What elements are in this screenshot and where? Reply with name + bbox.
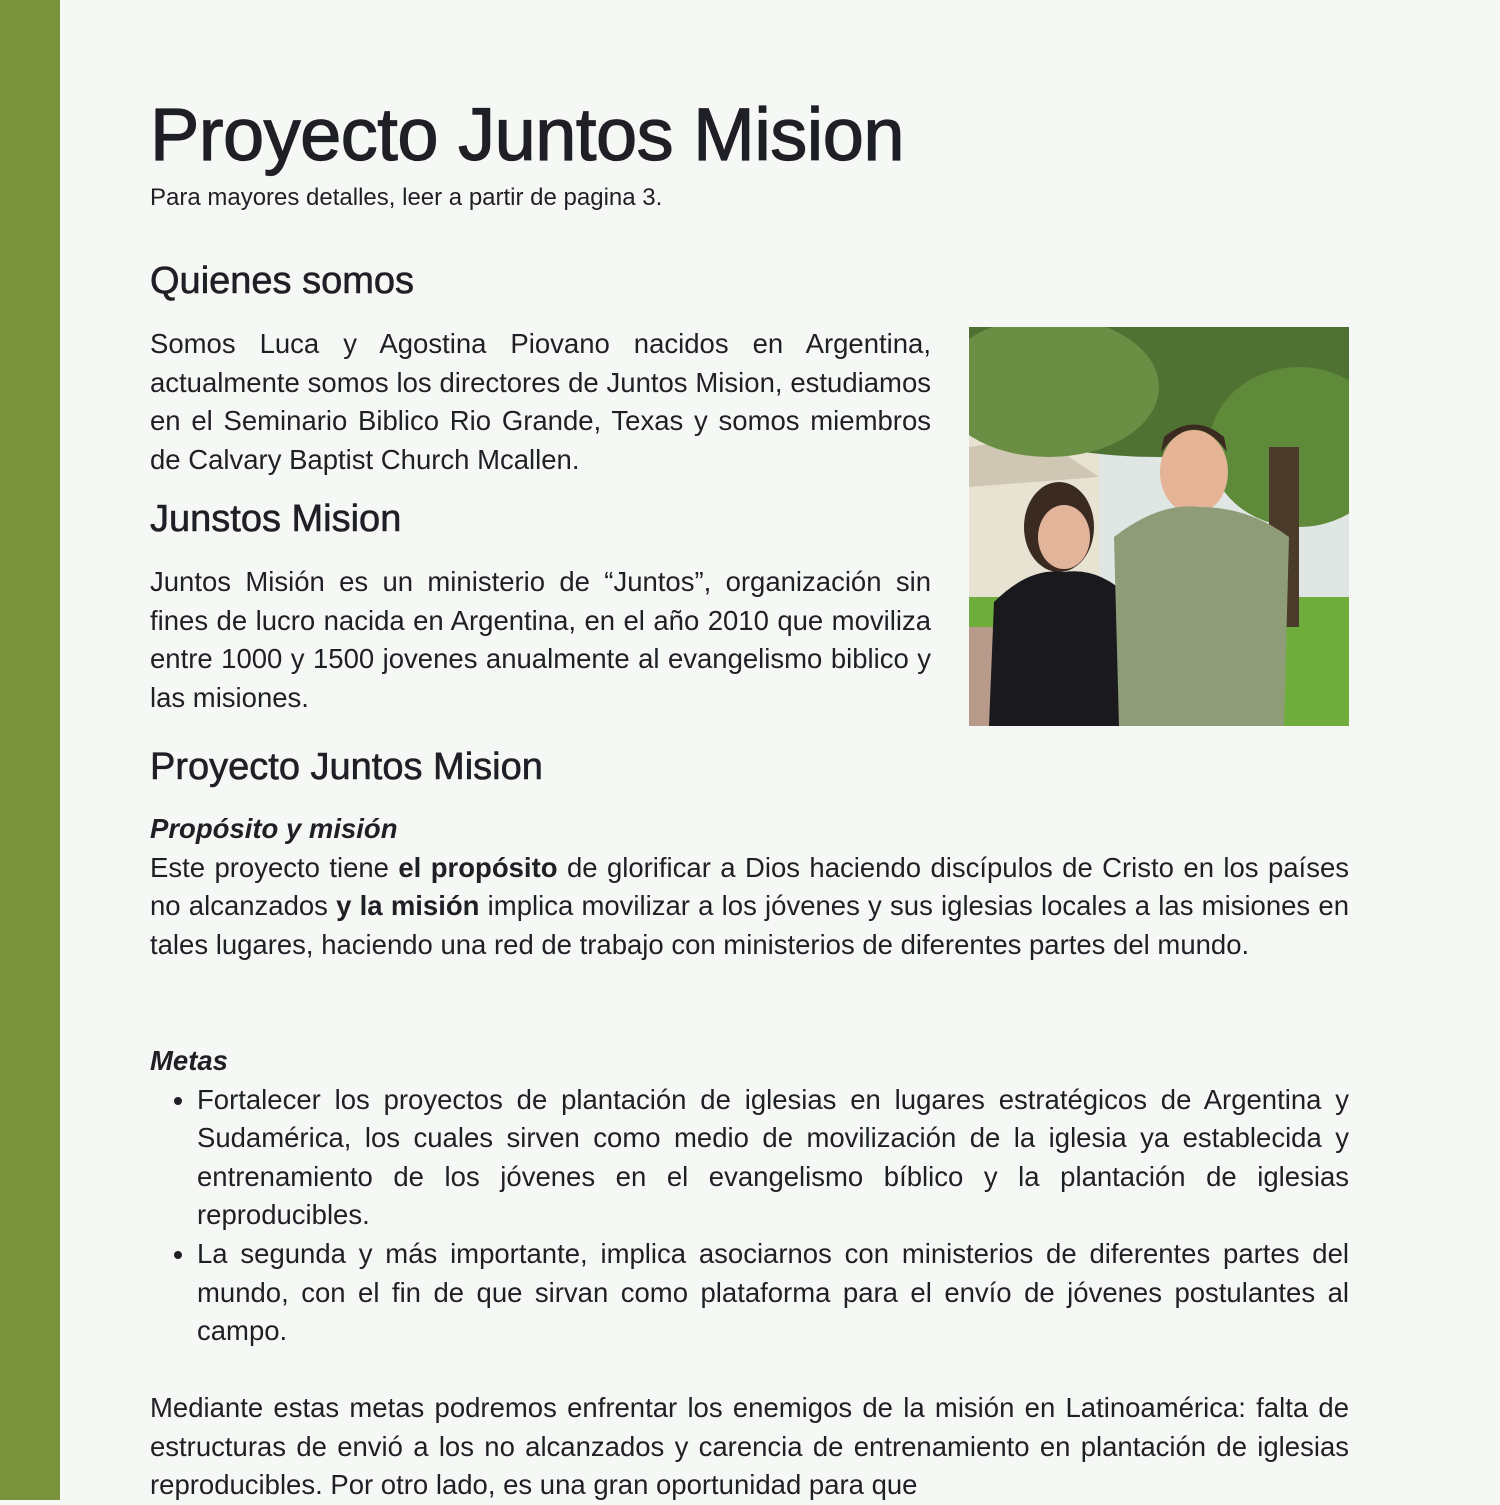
heading-proyecto: Proyecto Juntos Mision [150, 746, 543, 788]
mission-bold: y la misión [336, 890, 480, 922]
purpose-text-part: de glorificar a Dios haciendo discípulos de Cristo en los países no alcanzados [150, 851, 1349, 922]
goals-block [150, 1042, 1349, 1351]
heading-juntos-mision: Junstos Mision [150, 498, 402, 540]
couple-photo-illustration [969, 327, 1349, 726]
purpose-label: Propósito y misión [150, 813, 398, 844]
goals-list [150, 1081, 1349, 1351]
quienes-somos-text: Somos Luca y Agostina Piovano nacidos en Argentina, actualmente somos los directores de Juntos Mision, estudiamos en el Seminario Biblico Rio Grande, Texas y somos miembros de Calvary Baptist Church Mcallen. [150, 328, 931, 475]
closing-text: Mediante estas metas podremos enfrentar los enemigos de la misión en Latinoamérica: falta de estructuras de envió a los no alcanzados y carencia de entrenamiento en plantación de iglesias reproducibles. Por otro lado, es una gran oportunidad para que [150, 1392, 1349, 1501]
goals-label: Metas [150, 1045, 228, 1076]
purpose-block [150, 810, 1349, 964]
goal-item: • La segunda y más importante, implica asociarnos con ministerios de diferentes partes del mundo, con el fin de que sirvan como plataforma para el envío de jóvenes postulantes al campo. [197, 1235, 1349, 1351]
subtitle: Para mayores detalles, leer a partir de pagina 3. [150, 184, 663, 211]
purpose-bold: el propósito [398, 851, 558, 883]
juntos-mision-text: Juntos Misión es un ministerio de “Juntos”, organización sin fines de lucro nacida en Argentina, en el año 2010 que moviliza entre 1000 y 1500 jovenes anualmente al evangelismo biblico y las misiones. [150, 566, 931, 713]
accent-sidebar-bar [0, 0, 60, 1500]
couple-photo [969, 327, 1349, 726]
page-title: Proyecto Juntos Mision [150, 93, 905, 176]
goal-item: • Fortalecer los proyectos de plantación de iglesias en lugares estratégicos de Argentina y Sudamérica, los cuales sirven como medio de movilización de la iglesia ya establecida y entrenamiento de los jóvenes en el evangelismo bíblico y la plantación de iglesias reproducibles. [197, 1081, 1349, 1235]
purpose-text-part: Este proyecto tiene [150, 851, 399, 883]
purpose-text [150, 849, 1349, 965]
purpose-text-part: implica movilizar a los jóvenes y sus iglesias locales a las misiones en tales lugares, haciendo una red de trabajo con ministerios de diferentes partes del mundo. [150, 890, 1349, 960]
heading-quienes-somos: Quienes somos [150, 260, 415, 302]
